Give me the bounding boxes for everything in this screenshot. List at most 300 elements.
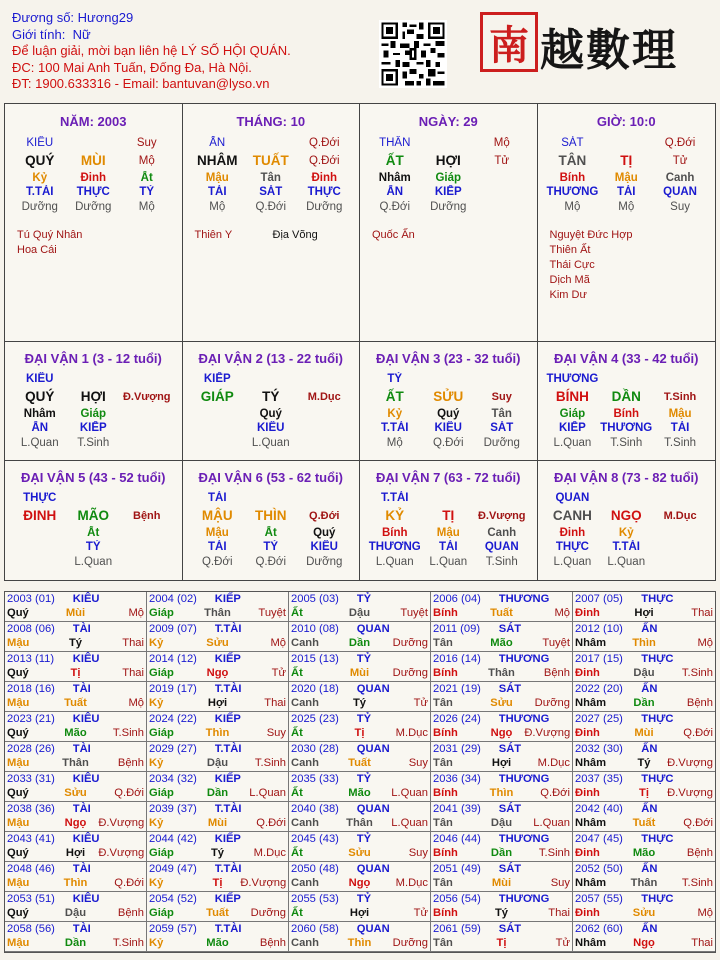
year-pillar-row — [431, 936, 572, 951]
year-cell — [5, 712, 147, 742]
year-cell — [573, 892, 715, 922]
year-branch: Sửu — [348, 847, 371, 859]
year-pillar-row — [573, 936, 715, 951]
year-god: T.TÀI — [214, 863, 242, 875]
dv-hidden-row — [538, 407, 716, 422]
dv-phase: Bệnh — [133, 509, 161, 522]
year-phase: Dưỡng — [250, 907, 286, 919]
dv-hidden-god: KIÊU — [257, 422, 285, 434]
year-pillar-row — [573, 606, 715, 621]
pillar-cell: Mộ — [493, 137, 510, 149]
dv-hidden-stem: Kỷ — [618, 526, 634, 539]
year-branch: Dần — [206, 787, 229, 799]
year-label: 2059 (57) — [149, 923, 197, 935]
dv-hidden-phase: Q.Đới — [432, 436, 464, 449]
year-stem: Mậu — [7, 757, 30, 769]
pillar-cell: Dưỡng — [21, 200, 58, 213]
year-cell — [147, 802, 289, 832]
dai-van-title: ĐẠI VẬN 6 (53 - 62 tuổi) — [198, 470, 343, 485]
year-label: 2010 (08) — [291, 623, 339, 635]
year-phase: L.Quan — [249, 787, 286, 799]
dv-god-row — [183, 372, 360, 387]
year-pillar-row — [573, 786, 715, 801]
dv-phase: T.Sinh — [663, 390, 697, 403]
year-god: TÀI — [72, 923, 91, 935]
dv-hidden-god-row — [360, 421, 537, 436]
dv-stem: BÍNH — [555, 388, 589, 404]
year-label: 2034 (32) — [149, 773, 197, 785]
year-phase: Đ.Vượng — [524, 727, 570, 739]
year-cell — [147, 712, 289, 742]
year-stem: Ất — [291, 847, 303, 859]
year-phase: Q.Đới — [540, 787, 570, 799]
pillar-cell: ẤN — [209, 137, 226, 149]
year-pillar-row — [431, 726, 572, 741]
year-stem: Bính — [433, 607, 458, 619]
dv-branch: NGỌ — [610, 507, 642, 523]
year-cell — [289, 862, 431, 892]
year-pillar-row — [573, 906, 715, 921]
star-item: Thiên Y — [194, 229, 233, 241]
year-god: KIÊU — [72, 653, 100, 665]
brand-logo-text: 越數理 — [540, 25, 678, 76]
dv-hidden-phase: Dưỡng — [483, 436, 520, 449]
year-phase: Bệnh — [686, 697, 713, 709]
year-phase: Thai — [122, 667, 144, 679]
dv-hidden-row — [360, 407, 537, 422]
dv-empty — [67, 491, 121, 506]
dv-phase-row — [538, 555, 716, 570]
pillar-body — [5, 136, 182, 214]
year-label: 2048 (46) — [7, 863, 55, 875]
dv-hidden-phase: L.Quan — [429, 555, 468, 568]
star-item: Thái Cực — [549, 259, 595, 271]
year-stem: Đinh — [575, 727, 600, 739]
pillar-cell: Q.Đới — [308, 137, 340, 149]
year-pillar-row — [147, 786, 288, 801]
pillar-cell: Đinh — [311, 171, 338, 184]
year-god: T.TÀI — [214, 683, 242, 695]
year-cell — [573, 832, 715, 862]
year-pillar-row — [289, 696, 430, 711]
year-phase: Dưỡng — [392, 637, 428, 649]
pillar-row — [360, 185, 537, 200]
year-header-row — [5, 622, 146, 636]
year-header-row — [5, 652, 146, 666]
year-branch: Mão — [64, 727, 87, 739]
year-phase: T.Sinh — [538, 847, 570, 859]
dv-phase: Suy — [491, 390, 512, 403]
year-stem: Quý — [7, 787, 29, 799]
year-branch: Mùi — [65, 607, 86, 619]
dai-van-6 — [183, 461, 361, 580]
dv-hidden-god-row — [183, 540, 360, 555]
dv-pillar-row — [183, 506, 360, 526]
year-cell — [147, 622, 289, 652]
year-god: TỶ — [356, 593, 372, 605]
dv-pillar-row — [5, 387, 182, 407]
year-phase: Tử — [555, 937, 570, 949]
pillar-stars-secondary — [273, 228, 318, 243]
year-label: 2032 (30) — [575, 743, 623, 755]
year-label: 2021 (19) — [433, 683, 481, 695]
year-stem: Quý — [7, 607, 29, 619]
year-stem: Kỷ — [149, 877, 164, 889]
dv-branch: TÝ — [262, 388, 280, 404]
pillar-cell: THỰC — [76, 186, 110, 198]
year-header-row — [431, 652, 572, 666]
dv-hidden-god: ẤN — [31, 422, 49, 434]
year-god: TÀI — [72, 623, 91, 635]
pillar-cell: SÁT — [259, 186, 283, 198]
dai-van-title: ĐẠI VẬN 3 (23 - 32 tuổi) — [376, 351, 521, 366]
dv-hidden-stem: Mậu — [436, 526, 460, 539]
year-header-row — [5, 712, 146, 726]
year-god: THƯƠNG — [498, 653, 550, 665]
pillar-cell: Tân — [260, 171, 281, 184]
qr-code-icon — [379, 20, 447, 88]
year-header-row — [289, 592, 430, 606]
year-branch: Thìn — [347, 937, 372, 949]
dai-van-title: ĐẠI VẬN 5 (43 - 52 tuổi) — [21, 470, 166, 485]
pillar-cell: Canh — [665, 171, 695, 184]
year-header-row — [573, 652, 715, 666]
pillar-cell: SÁT — [561, 137, 584, 149]
year-cell — [573, 922, 715, 952]
dv-empty — [599, 372, 653, 387]
pillar-cell: TÀI — [207, 186, 227, 198]
year-label: 2041 (39) — [433, 803, 481, 815]
year-header-row — [5, 592, 146, 606]
year-god: TỶ — [356, 893, 372, 905]
dv-hidden-god-row — [538, 540, 716, 555]
year-stem: Tân — [433, 637, 453, 649]
year-label: 2062 (60) — [575, 923, 623, 935]
year-label: 2039 (37) — [149, 803, 197, 815]
year-header-row — [289, 682, 430, 696]
year-header-row — [431, 832, 572, 846]
year-cell — [573, 592, 715, 622]
year-pillar-row — [573, 636, 715, 651]
year-label: 2051 (49) — [433, 863, 481, 875]
dv-empty — [244, 372, 298, 387]
year-stem: Tân — [433, 757, 453, 769]
year-cell — [431, 742, 573, 772]
dv-hidden-phase: T.Sinh — [664, 436, 697, 449]
pillar-cell: TUẤT — [252, 152, 289, 168]
pillar-cell: Suy — [136, 137, 157, 149]
pillar-cell: HỢI — [435, 152, 461, 168]
dv-hidden-god: KIẾP — [79, 422, 107, 434]
dv-hidden-phase: L.Quan — [607, 555, 646, 568]
year-label: 2054 (52) — [149, 893, 197, 905]
year-cell — [289, 922, 431, 952]
dv-branch: DẦN — [611, 388, 641, 404]
year-phase: Tử — [413, 907, 428, 919]
dv-main-god: KIÊU — [26, 373, 54, 385]
year-stem: Kỷ — [149, 817, 164, 829]
year-label: 2050 (48) — [291, 863, 339, 875]
pillar-body — [183, 136, 360, 214]
year-god: KIẾP — [214, 893, 241, 905]
pillar-cell: Tử — [672, 154, 688, 167]
year-cell — [573, 772, 715, 802]
year-branch: Mão — [632, 847, 656, 859]
year-label: 2014 (12) — [149, 653, 197, 665]
pillar-row — [538, 171, 716, 186]
dv-hidden-stem: Mậu — [205, 526, 229, 539]
year-label: 2018 (16) — [7, 683, 55, 695]
dv-empty — [422, 491, 476, 506]
year-pillar-row — [573, 666, 715, 681]
year-branch: Tuất — [64, 697, 87, 709]
year-pillar-row — [289, 876, 430, 891]
year-god: KIẾP — [214, 833, 241, 845]
year-phase: L.Quan — [391, 787, 428, 799]
year-god: TÀI — [72, 863, 91, 875]
dv-god-row — [183, 491, 360, 506]
dv-hidden-god: TÀI — [207, 541, 227, 553]
seal-glyph: 南 — [489, 21, 529, 69]
dv-hidden-god — [120, 421, 174, 436]
pillar-row — [5, 171, 182, 186]
year-cell — [289, 592, 431, 622]
year-header-row — [431, 862, 572, 876]
year-branch: Thân — [488, 667, 515, 679]
year-phase: Mộ — [697, 907, 713, 919]
dv-phase: Q.Đới — [309, 509, 340, 522]
year-stem: Kỷ — [149, 757, 164, 769]
year-pillar-row — [573, 756, 715, 771]
year-god: SÁT — [498, 683, 522, 695]
dv-hidden-phase: T.Sinh — [610, 436, 643, 449]
dv-stem: MẬU — [201, 507, 233, 523]
year-cell — [5, 742, 147, 772]
year-header-row — [289, 772, 430, 786]
dv-hidden-stem: Mậu — [668, 407, 692, 420]
year-phase: Thai — [264, 697, 286, 709]
year-god: THƯƠNG — [498, 833, 550, 845]
year-god: SÁT — [498, 623, 522, 635]
year-god: QUAN — [356, 623, 390, 635]
year-header-row — [431, 592, 572, 606]
dv-hidden-phase: Dưỡng — [306, 555, 343, 568]
year-branch: Dậu — [206, 757, 229, 769]
dv-hidden-phase: L.Quan — [375, 555, 414, 568]
year-god: T.TÀI — [214, 803, 242, 815]
dv-stem: KỶ — [385, 507, 405, 523]
year-branch: Dậu — [348, 607, 371, 619]
year-phase: Tử — [271, 667, 286, 679]
dv-hidden-row — [5, 407, 182, 422]
dv-hidden-god-row — [538, 421, 716, 436]
year-phase: Mộ — [128, 607, 144, 619]
year-cell — [147, 922, 289, 952]
dv-hidden-phase — [120, 436, 174, 451]
dv-empty — [475, 491, 529, 506]
year-branch: Tị — [639, 787, 649, 799]
pillar-stars — [195, 228, 233, 243]
year-cell — [5, 622, 147, 652]
year-phase: Q.Đới — [114, 787, 144, 799]
year-phase: M.Dục — [253, 847, 286, 859]
year-header-row — [147, 622, 288, 636]
year-god: ẤN — [641, 803, 658, 815]
year-phase: Đ.Vượng — [98, 817, 144, 829]
contact-line: Để luận giải, mời bạn liên hệ LÝ SỐ HỘI QUÁN. — [12, 43, 291, 58]
year-pillar-row — [147, 816, 288, 831]
year-branch: Hợi — [349, 907, 370, 919]
year-label: 2016 (14) — [433, 653, 481, 665]
year-phase: Q.Đới — [683, 727, 713, 739]
year-branch: Hợi — [491, 757, 512, 769]
dv-hidden-stem: Nhâm — [23, 407, 56, 420]
year-stem: Tân — [433, 877, 453, 889]
year-phase: Mộ — [270, 637, 286, 649]
year-label: 2056 (54) — [433, 893, 481, 905]
dv-hidden-row — [360, 526, 537, 541]
dv-phase: Đ.Vượng — [477, 509, 526, 522]
year-label: 2007 (05) — [575, 593, 623, 605]
dv-pillar-row — [538, 506, 716, 526]
year-stem: Đinh — [575, 787, 600, 799]
dai-van-7 — [360, 461, 538, 580]
year-label: 2031 (29) — [433, 743, 481, 755]
annual-luck-grid — [4, 591, 716, 953]
year-pillar-row — [5, 756, 146, 771]
year-header-row — [573, 622, 715, 636]
dv-hidden-god: THỰC — [555, 541, 589, 553]
year-cell — [147, 832, 289, 862]
year-label: 2046 (44) — [433, 833, 481, 845]
year-branch: Mùi — [207, 817, 228, 829]
year-branch: Tý — [494, 907, 509, 919]
pillar-cell: Ất — [140, 171, 153, 184]
pillar-cell: Mộ — [138, 154, 155, 167]
dv-hidden-phase: Q.Đới — [201, 555, 233, 568]
dv-god-row — [538, 491, 716, 506]
year-label: 2013 (11) — [7, 653, 55, 665]
year-pillar-row — [147, 906, 288, 921]
year-label: 2061 (59) — [433, 923, 481, 935]
dai-van-1 — [5, 342, 183, 461]
pillar-row — [5, 200, 182, 215]
pillar-cell: Mộ — [618, 200, 635, 213]
year-branch: Mão — [206, 937, 229, 949]
year-phase: L.Quan — [533, 817, 570, 829]
year-stem: Nhâm — [575, 697, 607, 709]
year-branch: Thìn — [632, 637, 656, 649]
year-pillar-row — [431, 816, 572, 831]
year-branch: Hợi — [65, 847, 86, 859]
pillar-cell: TÀI — [616, 186, 636, 198]
pillar-row — [538, 185, 716, 200]
year-stem: Nhâm — [575, 877, 607, 889]
year-stem: Kỷ — [149, 637, 164, 649]
year-phase: Mộ — [128, 697, 144, 709]
dv-hidden-god: THƯƠNG — [368, 541, 421, 553]
dv-hidden-stem — [120, 407, 174, 422]
dv-hidden-row — [538, 526, 716, 541]
dv-hidden-god: T.TÀI — [381, 422, 409, 434]
pillar-row — [5, 185, 182, 200]
dv-god-row — [5, 491, 182, 506]
year-branch: Tị — [496, 937, 507, 949]
year-cell — [5, 682, 147, 712]
address-line: ĐC: 100 Mai Anh Tuấn, Đống Đa, Hà Nội. — [12, 59, 252, 75]
year-stem: Canh — [291, 877, 319, 889]
pillar-row — [360, 200, 537, 215]
dv-branch: HỢI — [80, 388, 106, 404]
dv-hidden-stem: Đinh — [559, 526, 586, 539]
dv-hidden-row — [183, 407, 360, 422]
year-label: 2024 (22) — [149, 713, 197, 725]
year-cell — [5, 892, 147, 922]
dv-main-god: T.TÀI — [381, 492, 409, 504]
year-header-row — [147, 772, 288, 786]
pillar-title: NĂM: 2003 — [60, 114, 127, 129]
year-god: KIẾP — [214, 653, 241, 665]
year-cell — [431, 772, 573, 802]
year-phase: Suy — [408, 757, 428, 769]
dv-empty — [298, 491, 352, 506]
pillar-cell: QUAN — [663, 186, 697, 198]
year-label: 2015 (13) — [291, 653, 339, 665]
dv-hidden-god-row — [183, 421, 360, 436]
year-pillar-row — [573, 726, 715, 741]
year-header-row — [573, 742, 715, 756]
year-phase: Dưỡng — [392, 937, 428, 949]
year-stem: Bính — [433, 727, 458, 739]
year-label: 2036 (34) — [433, 773, 481, 785]
year-cell — [431, 712, 573, 742]
dv-hidden-phase: L.Quan — [20, 436, 59, 449]
year-phase: Suy — [550, 877, 570, 889]
pillar-row — [5, 136, 182, 151]
dv-hidden-stem: Tân — [491, 407, 512, 420]
year-branch: Tị — [354, 727, 365, 739]
pillar-cell: Bính — [559, 171, 586, 184]
year-god: KIẾP — [214, 713, 241, 725]
dai-van-3 — [360, 342, 538, 461]
year-branch: Tý — [68, 637, 83, 649]
year-stem: Canh — [291, 817, 319, 829]
dv-phase-row — [5, 436, 182, 451]
pillar-cell: Mộ — [564, 200, 581, 213]
year-god: TÀI — [72, 803, 91, 815]
year-phase: Mộ — [697, 637, 713, 649]
year-god: ẤN — [641, 863, 658, 875]
pillar-cell — [599, 136, 653, 151]
dv-pillar-row — [538, 387, 716, 407]
year-pillar-row — [573, 816, 715, 831]
year-stem: Canh — [291, 697, 319, 709]
star-item: Địa Võng — [272, 229, 318, 241]
dv-hidden-stem: Ất — [87, 526, 100, 539]
year-branch: Dần — [633, 697, 655, 709]
year-stem: Giáp — [149, 787, 174, 799]
dv-stem: CANH — [552, 507, 592, 523]
dv-stem: GIÁP — [200, 388, 234, 404]
pillar-cell: Kỷ — [32, 171, 48, 184]
dv-god-row — [360, 372, 537, 387]
pillar-stars — [550, 228, 633, 303]
year-label: 2052 (50) — [575, 863, 623, 875]
dv-phase-row — [360, 555, 537, 570]
year-header-row — [289, 742, 430, 756]
pillar-cell: KIẾP — [434, 186, 462, 198]
year-pillar-row — [5, 846, 146, 861]
